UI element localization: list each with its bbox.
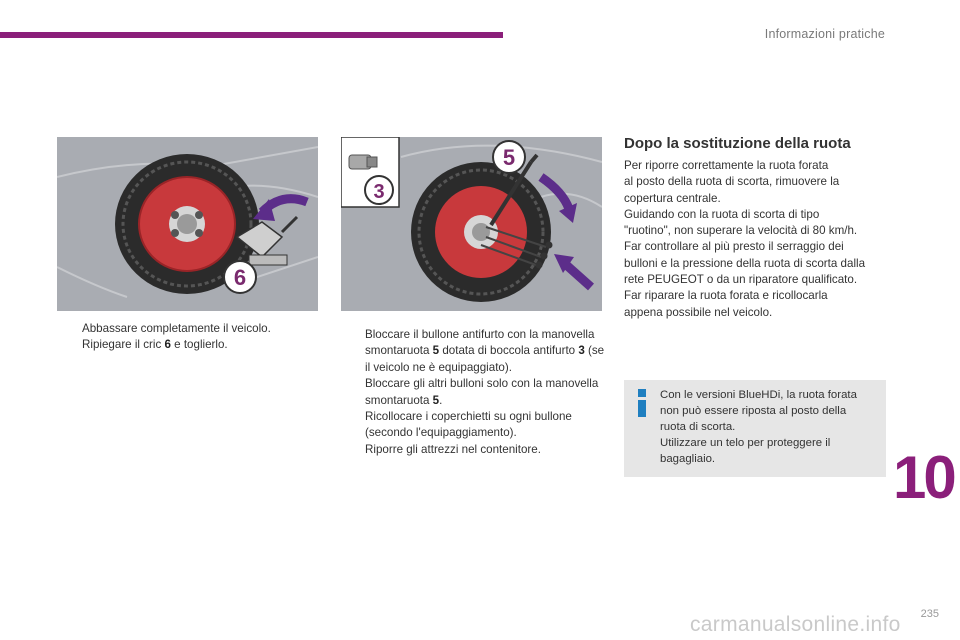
text-line: bulloni e la pressione della ruota di scorta dalla	[624, 256, 866, 270]
spare-wheel-icon	[411, 162, 551, 302]
section-title: Informazioni pratiche	[764, 27, 885, 41]
svg-text:6: 6	[233, 265, 247, 290]
step-text: e toglierlo.	[170, 338, 228, 352]
step-item	[60, 337, 310, 353]
step-text: (se il veicolo ne è equipaggiato).	[365, 344, 605, 374]
step-item	[343, 442, 605, 458]
info-box-text	[660, 387, 878, 467]
step-text: Ricollocare i coperchietti su ogni bullone (secondo l'equipaggiamento).	[365, 410, 572, 440]
bolt-tightening-drawing	[341, 137, 602, 311]
info-box	[624, 380, 886, 477]
step-text: .	[439, 393, 443, 407]
text-line: Per riporre correttamente la ruota forata	[624, 159, 829, 172]
text-line: al posto della ruota di scorta, rimuovere la	[624, 175, 840, 189]
anti-theft-socket-inset	[341, 137, 399, 207]
step-text: Bloccare il bullone antifurto con la manovella smontaruota	[365, 328, 595, 358]
text-line: non può essere riposta al posto della	[660, 405, 847, 417]
svg-text:5: 5	[502, 145, 516, 170]
step-item	[343, 376, 605, 409]
part-number: 6	[164, 338, 171, 352]
step-text: Riporre gli attrezzi nel contenitore.	[365, 442, 541, 456]
text-line: Far controllare al più presto il serraggio dei	[624, 240, 844, 254]
part-number: 5	[432, 344, 440, 358]
steps-list-lower-jack	[60, 321, 310, 354]
callout-5	[493, 141, 525, 173]
after-change-text	[624, 158, 892, 321]
text-line: ruota di scorta.	[660, 421, 736, 433]
chapter-color-bar	[0, 32, 503, 38]
callout-6	[224, 261, 256, 293]
step-text: Ripiegare il cric	[82, 338, 165, 352]
after-change-heading: Dopo la sostituzione della ruota	[624, 135, 851, 152]
text-line: Con le versioni BlueHDi, la ruota forata	[660, 389, 857, 401]
part-number: 5	[432, 393, 440, 407]
step-text: dotata di boccola antifurto	[439, 344, 579, 358]
chapter-number: 10	[893, 444, 954, 511]
text-line: copertura centrale.	[624, 191, 721, 205]
illustration-tighten-bolts	[341, 137, 602, 311]
text-line: Utilizzare un telo per proteggere il	[660, 437, 831, 449]
text-line: bagagliaio.	[660, 453, 716, 465]
watermark: carmanualsonline.info	[690, 613, 901, 636]
text-line: Far riparare la ruota forata e ricollocarla	[624, 289, 828, 303]
part-number: 3	[578, 344, 585, 358]
step-text: Bloccare gli altri bulloni solo con la manovella smontaruota	[365, 377, 599, 407]
page-number: 235	[920, 608, 939, 620]
jack-lowering-drawing	[57, 137, 318, 311]
svg-text:3: 3	[373, 181, 385, 203]
steps-list-tighten-bolts	[343, 327, 605, 458]
step-item	[343, 409, 605, 442]
step-item	[343, 327, 605, 376]
step-text: Abbassare completamente il veicolo.	[82, 322, 271, 335]
text-line: Guidando con la ruota di scorta di tipo	[624, 207, 820, 221]
text-line: appena possibile nel veicolo.	[624, 305, 773, 319]
step-item	[60, 321, 310, 337]
info-icon	[638, 389, 646, 417]
text-line: "ruotino", non superare la velocità di 80 km/h.	[624, 224, 858, 238]
illustration-lower-jack	[57, 137, 318, 311]
text-line: rete PEUGEOT o da un riparatore qualificato.	[624, 273, 858, 287]
